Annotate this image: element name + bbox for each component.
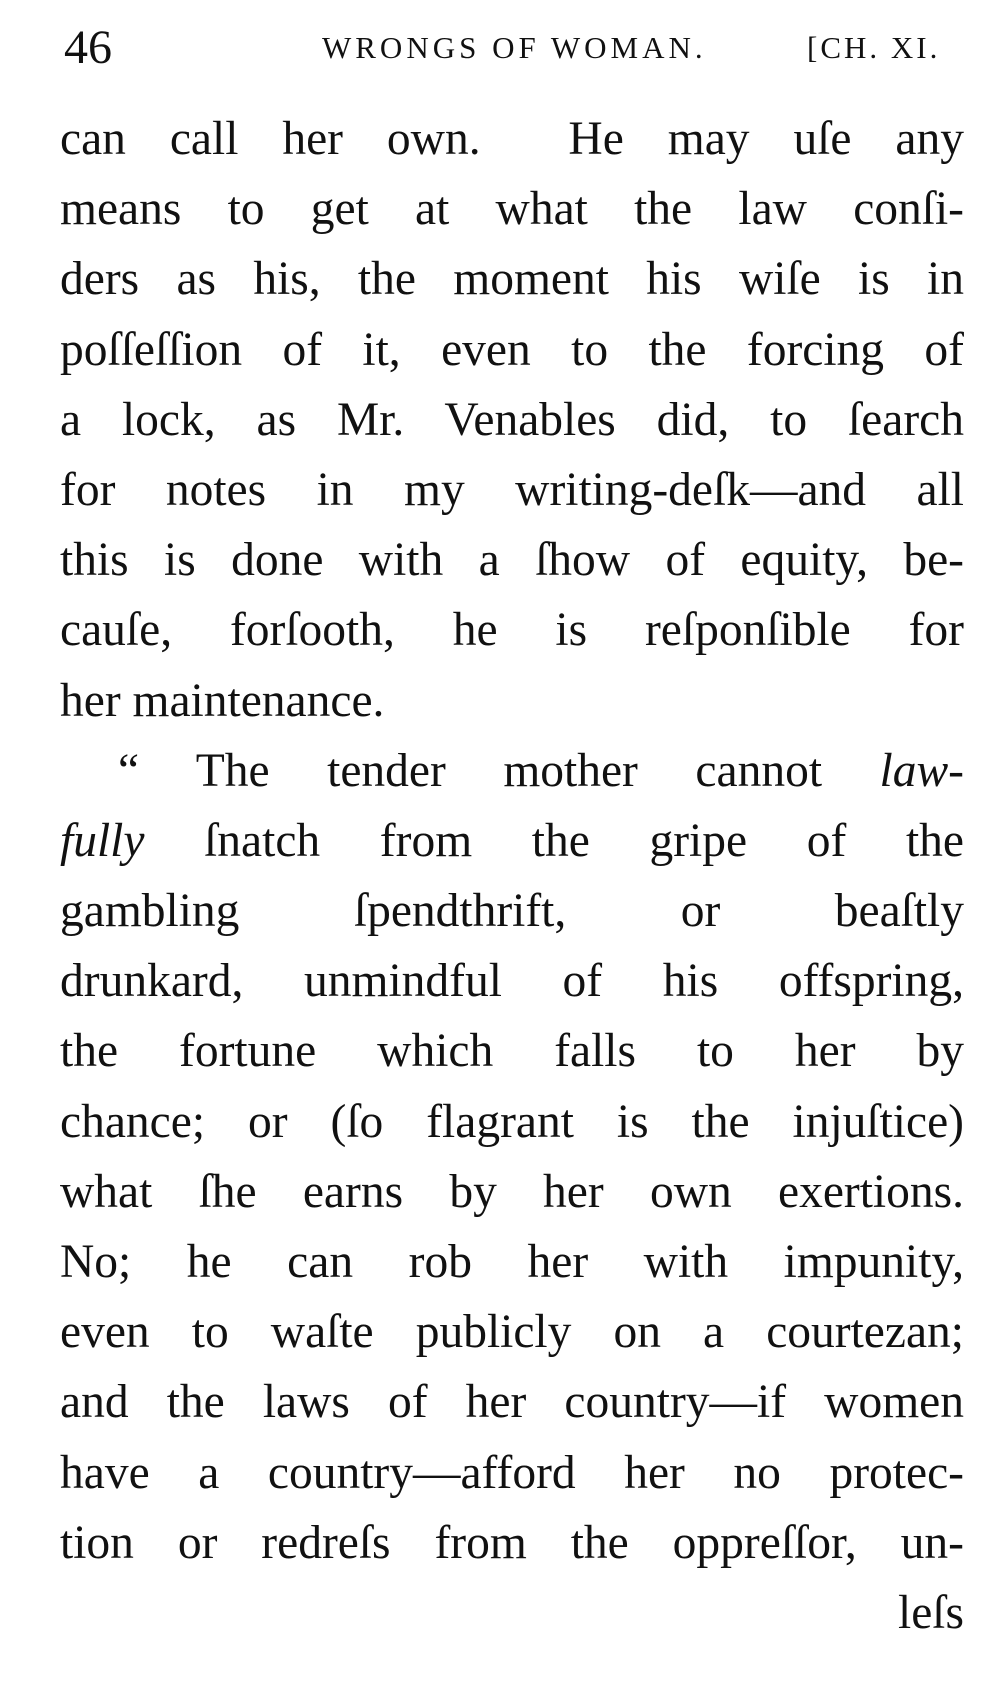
text-segment: means to get at what the law conſi- (60, 183, 964, 236)
chapter-marker: [CH. XI. (807, 30, 941, 65)
text-line (60, 1297, 964, 1367)
text-segment: “ The tender mother cannot (118, 744, 880, 797)
text-line (60, 1508, 964, 1578)
text-line (60, 806, 964, 876)
text-line (60, 104, 964, 174)
text-segment: a lock, as Mr. Venables did, to ſearch (60, 393, 964, 446)
text-line (60, 736, 964, 806)
text-segment: tion or redreſs from the oppreſſor, un- (60, 1516, 964, 1569)
text-segment: what ſhe earns by her own exertions. (60, 1165, 964, 1218)
text-segment: leſs (898, 1586, 964, 1639)
text-line (60, 946, 964, 1016)
text-line (60, 244, 964, 314)
running-head (64, 18, 964, 78)
text-segment: drunkard, unmindful of his offspring, (60, 955, 964, 1008)
text-line (60, 315, 964, 385)
text-line (60, 525, 964, 595)
text-segment: this is done with a ſhow of equity, be- (60, 534, 964, 587)
text-segment: her maintenance. (60, 674, 385, 727)
page-number: 46 (64, 21, 112, 74)
text-segment: No; he can rob her with impunity, (60, 1236, 964, 1288)
catchword (60, 1578, 964, 1648)
text-line (60, 1227, 964, 1297)
text-line (60, 1367, 964, 1437)
text-line (60, 1016, 964, 1086)
text-segment: for notes in my writing-deſk—and all (60, 463, 964, 516)
italic-text: fully (60, 814, 145, 867)
text-segment: gambling ſpendthrift, or beaſtly (60, 885, 964, 938)
text-segment: and the laws of her country—if women (60, 1376, 964, 1429)
text-line (60, 666, 964, 736)
text-segment: ders as his, the moment his wiſe is in (60, 253, 964, 306)
text-line (60, 876, 964, 946)
text-segment: chance; or (ſo flagrant is the injuſtice) (60, 1095, 964, 1148)
text-line (60, 385, 964, 455)
italic-text: law- (879, 744, 964, 797)
text-line (60, 1157, 964, 1227)
text-segment: ſnatch from the gripe of the (144, 814, 964, 867)
text-segment: can call her own. He may uſe any (60, 113, 964, 165)
text-line (60, 455, 964, 525)
text-segment: have a country—afford her no protec- (60, 1446, 964, 1499)
body-text (60, 104, 964, 1648)
text-segment: cauſe, forſooth, he is reſponſible for (60, 604, 964, 657)
text-line (60, 1087, 964, 1157)
text-segment: poſſeſſion of it, even to the forcing of (60, 323, 964, 376)
running-title: WRONGS OF WOMAN. (322, 30, 707, 65)
text-segment: even to waſte publicly on a courtezan; (60, 1306, 964, 1359)
text-line (60, 1438, 964, 1508)
text-line (60, 174, 964, 244)
text-line (60, 595, 964, 665)
text-segment: the fortune which falls to her by (60, 1025, 964, 1078)
